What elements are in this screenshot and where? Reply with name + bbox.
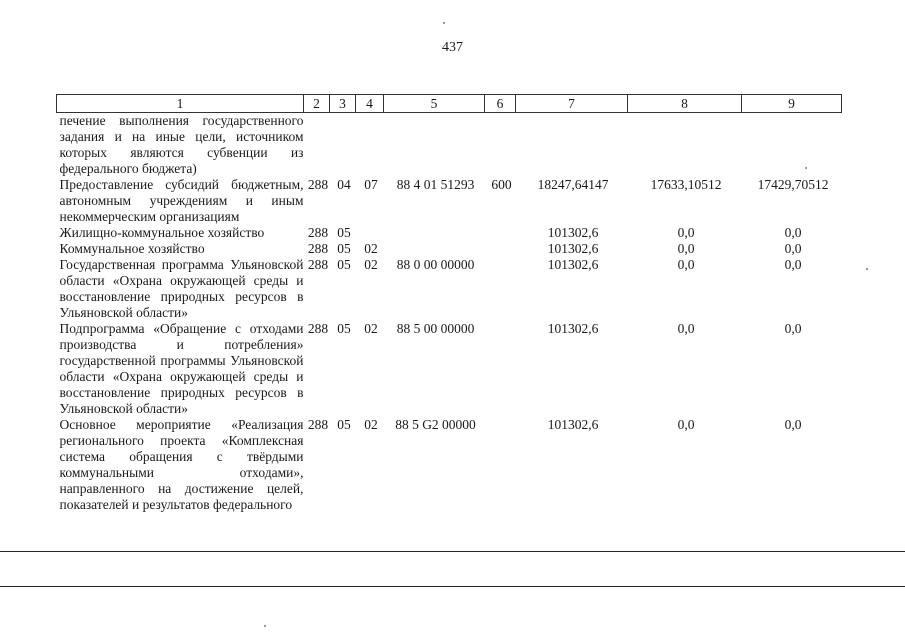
- row-code-c3: [330, 113, 356, 178]
- row-code-c3: 05: [337, 225, 351, 240]
- row-code-c6: 600: [491, 177, 512, 192]
- scan-line-divider: [0, 551, 905, 552]
- row-amount-c9: 0,0: [784, 225, 802, 240]
- row-amount-c9: 0,0: [784, 241, 802, 256]
- scan-line-divider: [0, 586, 905, 587]
- row-code-c4: 02: [364, 257, 378, 272]
- row-amount-c8: 0,0: [677, 321, 695, 336]
- row-code-c2: 288: [307, 321, 329, 336]
- scan-speck: [264, 625, 266, 627]
- row-description: Коммунальное хозяйство: [59, 241, 205, 256]
- row-amount-col-7: 101302,6: [547, 257, 599, 272]
- row-amount-c8: [628, 113, 742, 178]
- row-code-c3: 04: [337, 177, 351, 192]
- row-code-c5: 88 5 G2 00000: [395, 417, 476, 432]
- row-amount-c9: 0,0: [784, 417, 802, 432]
- table-row: [57, 241, 842, 257]
- header-col-1: 1: [57, 95, 304, 113]
- row-code-c4: 02: [364, 241, 378, 256]
- row-code-c2: 288: [307, 257, 329, 272]
- row-code-c2: 288: [307, 417, 329, 432]
- scan-speck: [443, 22, 445, 24]
- row-code-c2: 288: [307, 177, 329, 192]
- row-code-c3: 05: [337, 321, 351, 336]
- row-code-c4: 02: [364, 417, 378, 432]
- header-col-6: 6: [485, 95, 516, 113]
- row-amount-c9: 17429,70512: [757, 177, 829, 192]
- row-code-c4: [356, 225, 384, 241]
- table-body: [57, 113, 842, 514]
- row-code-c6: [485, 241, 516, 257]
- row-description: Предоставление субсидий бюджетным, автономным учреждениям и иным некоммерческим организациям: [59, 177, 304, 224]
- row-code-c6: [485, 113, 516, 178]
- scan-speck: [805, 167, 807, 169]
- row-amount-col-7: 101302,6: [547, 321, 599, 336]
- row-code-c5: 88 5 00 00000: [396, 321, 475, 336]
- row-code-c5: 88 4 01 51293: [396, 177, 475, 192]
- table-row: [57, 225, 842, 241]
- row-code-c6: [485, 321, 516, 417]
- row-amount-c8: 0,0: [677, 417, 695, 432]
- row-amount-col-7: 101302,6: [547, 417, 599, 432]
- row-amount-col-7: [516, 113, 628, 178]
- row-code-c2: [304, 113, 330, 178]
- row-code-c6: [485, 225, 516, 241]
- row-description: печение выполнения государственного задания и на иные цели, источником которых являются субвенции из федерального бюджета): [59, 113, 304, 176]
- row-amount-c8: 17633,10512: [650, 177, 722, 192]
- table-row: [57, 113, 842, 178]
- row-code-c6: [485, 257, 516, 321]
- row-code-c5: [384, 225, 485, 241]
- row-amount-col-7: 101302,6: [547, 241, 599, 256]
- header-col-8: 8: [628, 95, 742, 113]
- row-amount-c8: 0,0: [677, 257, 695, 272]
- row-code-c3: 05: [337, 257, 351, 272]
- table-row: [57, 257, 842, 321]
- row-amount-c9: 0,0: [784, 321, 802, 336]
- row-code-c3: 05: [337, 417, 351, 432]
- row-code-c5: 88 0 00 00000: [396, 257, 475, 272]
- header-col-3: 3: [330, 95, 356, 113]
- table-row: [57, 321, 842, 417]
- row-code-c2: 288: [307, 225, 329, 240]
- page-number: 437: [442, 40, 463, 55]
- scan-speck: [866, 268, 868, 270]
- budget-table: [56, 94, 842, 513]
- row-amount-col-7: 101302,6: [547, 225, 599, 240]
- table-row: [57, 177, 842, 225]
- row-amount-c9: [742, 113, 842, 178]
- row-description: Подпрограмма «Обращение с отходами производства и потребления» государственной программы Ульяновской области «Охрана окружающей среды и восстановление природных ресурсов в Ульяновской области»: [59, 321, 304, 416]
- row-description: Государственная программа Ульяновской области «Охрана окружающей среды и восстановление природных ресурсов в Ульяновской области»: [59, 257, 304, 320]
- row-code-c2: 288: [307, 241, 329, 256]
- row-code-c3: 05: [337, 241, 351, 256]
- row-code-c4: 02: [364, 321, 378, 336]
- table-header-row: [57, 95, 842, 113]
- row-code-c5: [384, 113, 485, 178]
- table-row: [57, 417, 842, 513]
- row-description: Основное мероприятие «Реализация регионального проекта «Комплексная система обращения с твёрдыми коммунальными отходами», направленного на достижение целей, показателей и результатов федерального: [59, 417, 304, 512]
- row-amount-c8: 0,0: [677, 241, 695, 256]
- row-code-c4: 07: [364, 177, 378, 192]
- row-code-c4: [356, 113, 384, 178]
- row-amount-c9: 0,0: [784, 257, 802, 272]
- row-amount-col-7: 18247,64147: [537, 177, 609, 192]
- row-code-c6: [485, 417, 516, 513]
- header-col-7: 7: [516, 95, 628, 113]
- header-col-4: 4: [356, 95, 384, 113]
- row-description: Жилищно-коммунальное хозяйство: [59, 225, 265, 240]
- header-col-5: 5: [384, 95, 485, 113]
- header-col-9: 9: [742, 95, 842, 113]
- row-code-c5: [384, 241, 485, 257]
- header-col-2: 2: [304, 95, 330, 113]
- row-amount-c8: 0,0: [677, 225, 695, 240]
